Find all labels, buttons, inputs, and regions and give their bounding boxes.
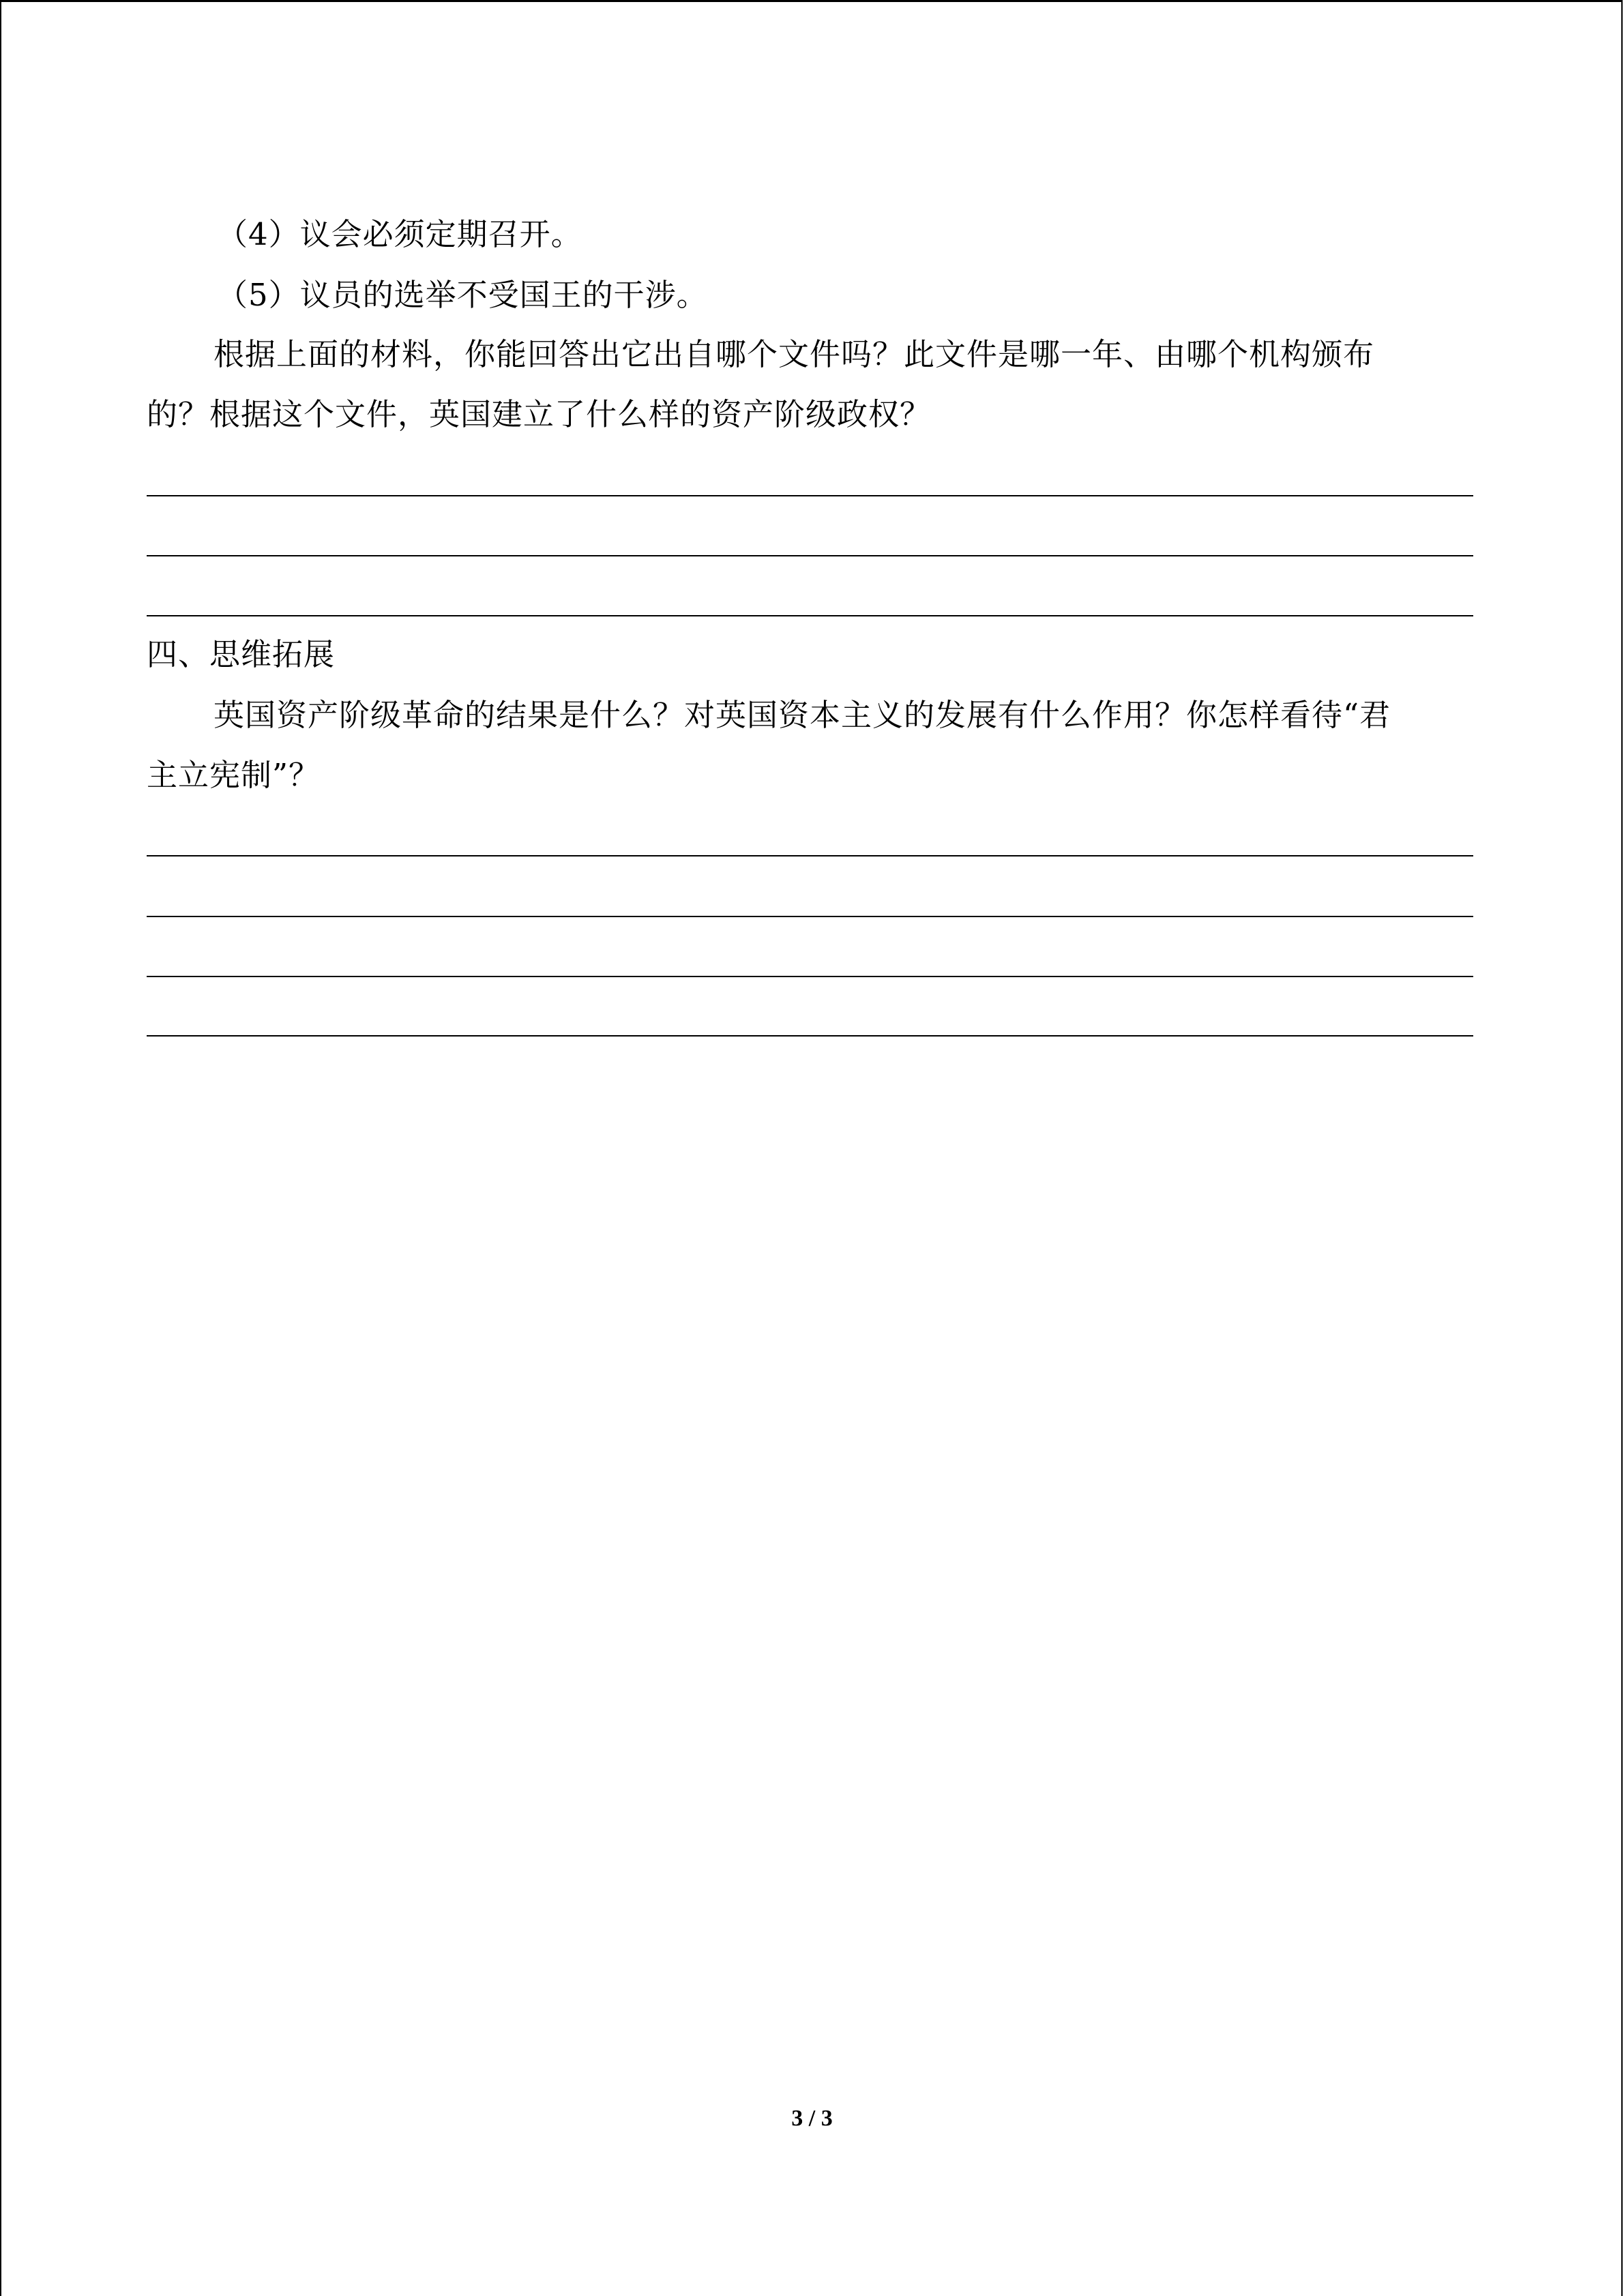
answer-line-3 [147,615,1473,616]
list-item-4: （4）议会必须定期召开。 [217,216,582,252]
question-2-line-1: 英国资产阶级革命的结果是什么？对英国资本主义的发展有什么作用？你怎样看待“君 [213,697,1391,733]
answer-line-2 [147,555,1473,556]
list-item-5: （5）议员的选举不受国王的干涉。 [217,277,708,313]
question-1-line-1: 根据上面的材料，你能回答出它出自哪个文件吗？此文件是哪一年、由哪个机构颁布 [213,336,1375,372]
answer-line-1 [147,495,1473,496]
answer-line-5 [147,916,1473,917]
page-number: 3 / 3 [791,2106,833,2131]
section-title: 四、思维拓展 [147,636,336,672]
question-1-line-2: 的？根据这个文件，英国建立了什么样的资产阶级政权？ [147,396,932,432]
question-2-line-2: 主立宪制”？ [147,757,321,793]
answer-line-4 [147,855,1473,856]
answer-line-6 [147,976,1473,977]
answer-line-7 [147,1035,1473,1037]
